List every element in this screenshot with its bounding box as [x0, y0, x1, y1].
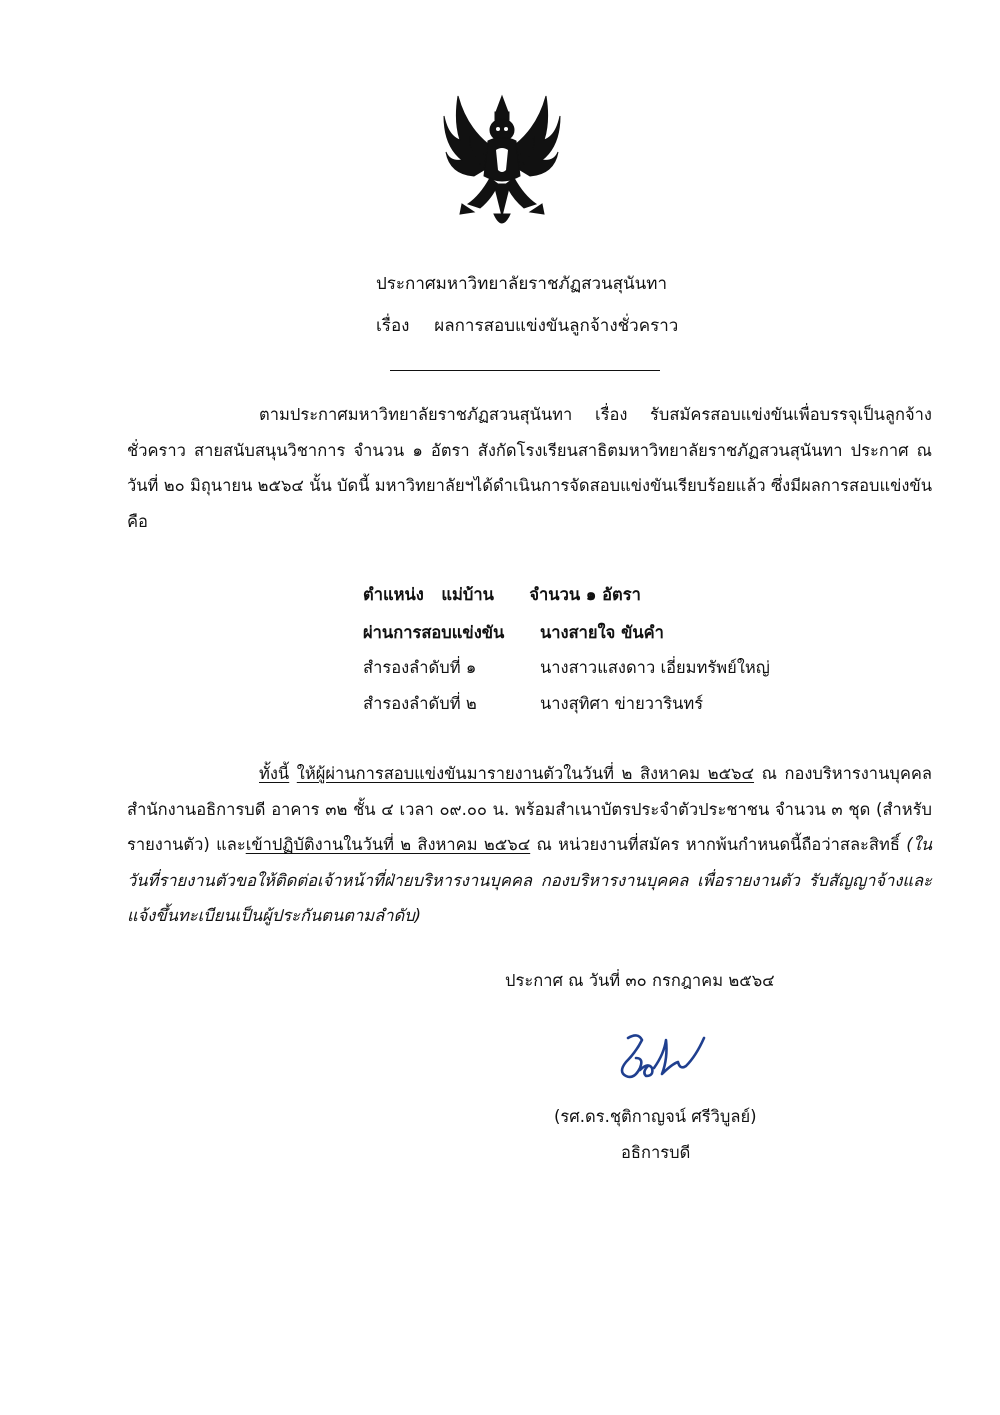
instructions-note: (ในวันที่รายงานตัวขอให้ติดต่อเจ้าหน้าที่ฝ่ายบริหารงานบุคคล กองบริหารงานบุคคล เพื่อรายงานตัว รับสัญญาจ้างและแจ้งขึ้นทะเบียนเป็นผู้ประกันตนตามลำดับ): [127, 835, 932, 925]
result-name: นางสายใจ ขันคำ: [540, 623, 664, 642]
position-name: แม่บ้าน: [441, 585, 494, 604]
results-table: [363, 582, 823, 722]
result-label: ผ่านการสอบแข่งขัน: [363, 623, 505, 642]
signatory-title: อธิการบดี: [621, 1143, 691, 1162]
header-divider: [390, 370, 660, 371]
instructions-lead: ทั้งนี้: [259, 764, 290, 783]
report-date-underlined: ให้ผู้ผ่านการสอบแข่งขันมารายงานตัวในวันที่ ๒ สิงหาคม ๒๕๖๔: [296, 764, 755, 783]
instructions-paragraph: [127, 756, 932, 934]
signature-icon: [596, 1018, 720, 1104]
instructions-deadline: ณ หน่วยงานที่สมัคร หากพ้นกำหนดนี้ถือว่าสละสิทธิ์: [530, 835, 907, 854]
position-quota: จำนวน ๑ อัตรา: [529, 585, 641, 604]
result-label: สำรองลำดับที่ ๑: [363, 658, 477, 677]
announcement-date: ประกาศ ณ วันที่ ๓๐ กรกฎาคม ๒๕๖๔: [505, 971, 775, 990]
result-name: นางสาวแสงดาว เอี่ยมทรัพย์ใหญ่: [540, 658, 770, 677]
signatory-name: (รศ.ดร.ชุติกาญจน์ ศรีวิบูลย์): [554, 1107, 757, 1126]
result-name: นางสุทิศา ข่ายวารินทร์: [540, 694, 704, 713]
intro-paragraph: [127, 397, 932, 539]
agency-title: ประกาศมหาวิทยาลัยราชภัฏสวนสุนันทา: [376, 274, 668, 294]
position-row: [363, 582, 641, 608]
result-label: สำรองลำดับที่ ๒: [363, 694, 477, 713]
instructions-space: [289, 764, 297, 783]
start-work-date-underlined: เข้าปฏิบัติงานในวันที่ ๒ สิงหาคม ๒๕๖๔: [245, 835, 531, 854]
subject-text: ผลการสอบแข่งขันลูกจ้างชั่วคราว: [434, 316, 679, 336]
subject-label: เรื่อง: [376, 316, 410, 336]
subject-line: [376, 312, 836, 339]
position-label: ตำแหน่ง: [363, 585, 424, 604]
garuda-emblem-icon: [440, 86, 564, 236]
intro-text: ตามประกาศมหาวิทยาลัยราชภัฏสวนสุนันทา เรื่อง รับสมัครสอบแข่งขันเพื่อบรรจุเป็นลูกจ้างชั่วคราว สายสนับสนุนวิชาการ จำนวน ๑ อัตรา สังกัดโรงเรียนสาธิตมหาวิทยาลัยราชภัฏสวนสุนันทา ประกาศ ณ วันที่ ๒๐ มิถุนายน ๒๕๖๔ นั้น บัดนี้ มหาวิทยาลัยฯได้ดำเนินการจัดสอบแข่งขันเรียบร้อยแล้ว ซึ่งมีผลการสอบแข่งขัน คือ: [127, 405, 932, 531]
instructions-location: ณ กองบริหารงานบุคคล สำนักงานอธิการบดี อาคาร ๓๒ ชั้น ๔ เวลา ๐๙.๐๐ น. พร้อมสำเนาบัตรประจำตัวประชาชน จำนวน ๓ ชุด (สำหรับรายงานตัว) และ: [127, 764, 933, 854]
